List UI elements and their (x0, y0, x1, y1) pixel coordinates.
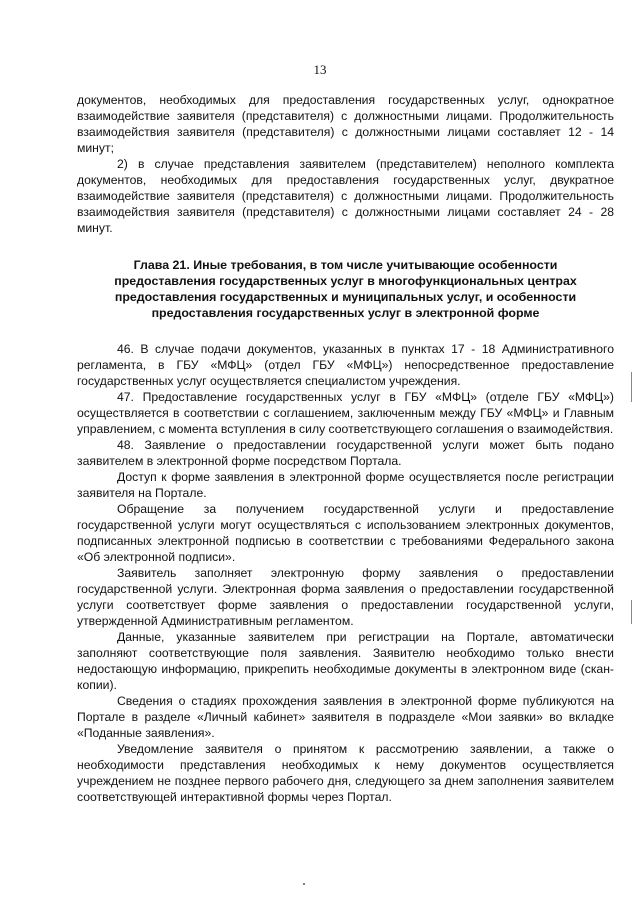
paragraph: 2) в случае представления заявителем (представителем) неполного комплекта документов, необходимых для предоставления государственных услуг, двукратное взаимодействие заявителя (представителя) с должностными лицами. Продолжительность взаимодействия заявителя (представителя) с должностными лицами составляет 24 - 28 минут. (77, 157, 614, 235)
paragraph: 46. В случае подачи документов, указанных в пунктах 17 - 18 Административного регламента, в ГБУ «МФЦ» (отдел ГБУ «МФЦ») непосредственное предоставление государственных услуг осуществляется специалистом учреждения. (77, 342, 614, 388)
paragraph: документов, необходимых для предоставления государственных услуг, однократное взаимодействие заявителя (представителя) с должностными лицами. Продолжительность взаимодействия заявителя (представителя) с должностными лицами составляет 12 - 14 минут; (77, 93, 614, 155)
paragraph: Данные, указанные заявителем при регистрации на Портале, автоматически заполняют соответствующие поля заявления. Заявителю необходимо только внести недостающую информацию, прикрепить необходимые документы в электронном виде (скан-копии). (77, 630, 614, 692)
chapter-heading: Глава 21. Иные требования, в том числе учитывающие особенности предоставления государственных услуг в многофункциональных центрах предоставления государственных и муниципальных услуг, и особенности предоставления государственных услуг в электронной форме (114, 258, 577, 320)
paragraph: Уведомление заявителя о принятом к рассмотрению заявлении, а также о необходимости представления необходимых к нему документов осуществляется учреждением не позднее первого рабочего дня, следующего за днем заполнения заявителем соответствующей интерактивной формы через Портал. (77, 742, 614, 804)
paragraph: Заявитель заполняет электронную форму заявления о предоставлении государственной услуги. Электронная форма заявления о предоставлении государственной услуги соответствует форме заявления о предоставлении государственной услуги, утвержденной Административным регламентом. (77, 566, 614, 628)
paragraph: Сведения о стадиях прохождения заявления в электронной форме публикуются на Портале в разделе «Личный кабинет» заявителя в подразделе «Мои заявки» во вкладке «Поданные заявления». (77, 694, 614, 740)
paragraph: 47. Предоставление государственных услуг в ГБУ «МФЦ» (отделе ГБУ «МФЦ») осуществляется в соответствии с соглашением, заключенным между ГБУ «МФЦ» и Главным управлением, с момента вступления в силу соответствующего соглашения о взаимодействия. (77, 390, 614, 436)
paragraph: Обращение за получением государственной услуги и предоставление государственной услуги могут осуществляться с использованием электронных документов, подписанных электронной подписью в соответствии с требованиями Федерального закона «Об электронной подписи». (77, 502, 614, 564)
scan-edge-mark (631, 600, 632, 624)
document-body (77, 92, 614, 805)
scan-artifact (303, 883, 305, 885)
paragraph: Доступ к форме заявления в электронной форме осуществляется после регистрации заявителя на Портале. (77, 470, 614, 500)
page-number: 13 (313, 62, 327, 77)
paragraph: 48. Заявление о предоставлении государственной услуги может быть подано заявителем в электронной форме посредством Портала. (77, 438, 614, 468)
scan-edge-mark (631, 372, 632, 402)
